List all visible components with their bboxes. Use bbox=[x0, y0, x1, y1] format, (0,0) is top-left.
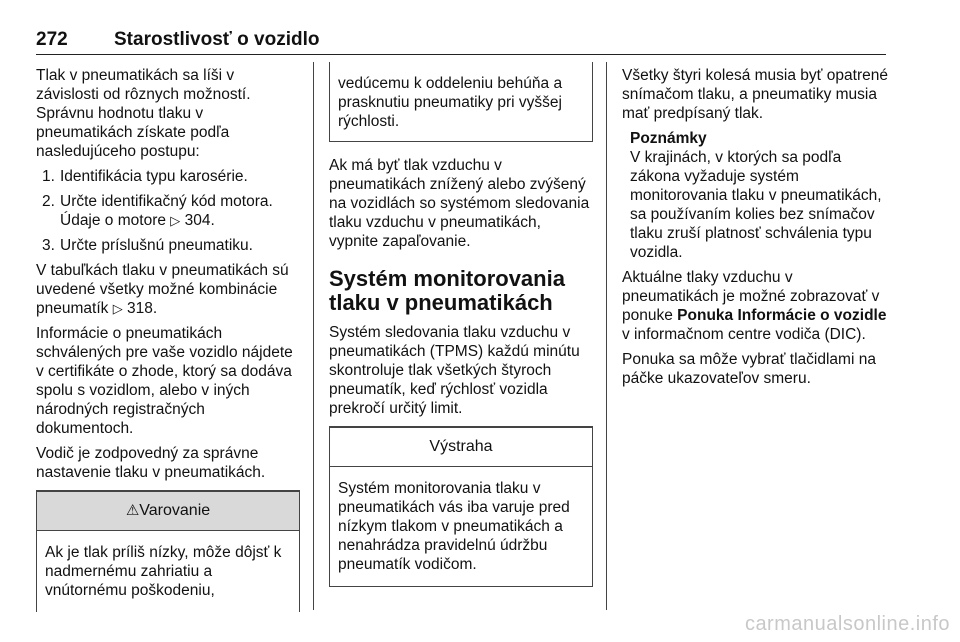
step-number: 1. bbox=[42, 168, 55, 185]
column-1 bbox=[36, 66, 300, 612]
list-item bbox=[36, 236, 300, 255]
arrow-ref-icon: ▷ bbox=[170, 213, 181, 228]
list-item bbox=[36, 167, 300, 186]
note-block bbox=[622, 129, 888, 262]
tpms-paragraph: Systém sledovania tlaku vzduchu v pneumatikách (TPMS) každú minútu skontroluje tlak všetkých štyroch pneumatík, keď rýchlosť vozidla prekročí určitý limit. bbox=[329, 324, 580, 417]
section-heading: Systém monitorovania tlaku v pneumatikách bbox=[329, 266, 565, 315]
header-divider bbox=[36, 54, 886, 55]
caution-header: Výstraha bbox=[330, 428, 592, 467]
column-divider bbox=[606, 62, 607, 610]
list-item bbox=[36, 192, 300, 230]
column-3 bbox=[622, 66, 888, 394]
step-number: 2. bbox=[42, 193, 55, 210]
step-text: Identifikácia typu karosérie. bbox=[60, 168, 248, 185]
pressure-paragraph: Ak má byť tlak vzduchu v pneumatikách znížený alebo zvýšený na vozidlách so systémom sledovania tlaku vzduchu v pneumatikách, vypnite zapaľovanie. bbox=[329, 157, 590, 250]
warning-body: Ak je tlak príliš nízky, môže dôjsť k nadmernému zahriatiu a vnútornému poškodeniu, bbox=[45, 544, 282, 599]
intro-paragraph: Tlak v pneumatikách sa líši v závislosti od rôznych možností. Správnu hodnotu tlaku v pneumatikách získate podľa nasledujúceho postupu: bbox=[36, 67, 251, 160]
watermark: carmanualsonline.info bbox=[744, 613, 950, 635]
steps-list bbox=[36, 167, 300, 255]
column-2 bbox=[329, 62, 593, 587]
arrow-ref-icon: ▷ bbox=[112, 301, 123, 316]
menu-paragraph: Ponuka sa môže vybrať tlačidlami na páčke ukazovateľov smeru. bbox=[622, 351, 876, 387]
page-number: 272 bbox=[36, 29, 68, 50]
info-paragraph: Informácie o pneumatikách schválených pre vaše vozidlo nájdete v certifikáte o zhode, ktorý sa dodáva spolu s vozidlom, alebo v iných národných registračných dokumentoch. bbox=[36, 325, 293, 437]
section-title: Starostlivosť o vozidlo bbox=[114, 29, 320, 50]
step-text: Určte identifikačný kód motora. Údaje o motore bbox=[60, 193, 273, 229]
dic-paragraph bbox=[622, 268, 888, 344]
step-text: Určte príslušnú pneumatiku. bbox=[60, 237, 253, 254]
dic-text-end: v informačnom centre vodiča (DIC). bbox=[622, 326, 866, 343]
page-ref-link[interactable]: 304. bbox=[184, 212, 215, 229]
step-number: 3. bbox=[42, 237, 55, 254]
dic-text: Aktuálne tlaky vzduchu v pneumatikách je možné zobrazovať v ponuke bbox=[622, 269, 880, 324]
page-header bbox=[36, 30, 886, 52]
table-text: V tabuľkách tlaku v pneumatikách sú uvedené všetky možné kombinácie pneumatík bbox=[36, 262, 289, 317]
warning-box bbox=[36, 490, 300, 612]
warning-header bbox=[37, 492, 299, 531]
caution-box bbox=[329, 426, 593, 587]
warning-title: Varovanie bbox=[139, 502, 211, 519]
table-paragraph bbox=[36, 261, 300, 318]
warning-continuation: vedúcemu k oddeleniu behúňa a prasknutiu pneumatiky pri vyššej rýchlosti. bbox=[329, 62, 593, 142]
caution-body: Systém monitorovania tlaku v pneumatikách vás iba varuje pred nízkym tlakom v pneumatikách a nenahrádza pravidelnú údržbu pneumatík vodičom. bbox=[338, 480, 570, 573]
page-ref-link[interactable]: 318. bbox=[127, 300, 158, 317]
driver-paragraph: Vodič je zodpovedný za správne nastavenie tlaku v pneumatikách. bbox=[36, 445, 266, 481]
sensor-paragraph: Všetky štyri kolesá musia byť opatrené snímačom tlaku, a pneumatiky musia mať predpísaný tlak. bbox=[622, 67, 888, 122]
menu-name: Ponuka Informácie o vozidle bbox=[677, 307, 887, 324]
note-title: Poznámky bbox=[630, 130, 707, 147]
note-body: V krajinách, v ktorých sa podľa zákona vyžaduje systém monitorovania tlaku v pneumatikách, sa používaním kolies bez snímačov tlaku zruší platnosť schválenia typu vozidla. bbox=[630, 149, 882, 261]
column-divider bbox=[313, 62, 314, 610]
warning-triangle-icon: ⚠ bbox=[125, 502, 140, 519]
